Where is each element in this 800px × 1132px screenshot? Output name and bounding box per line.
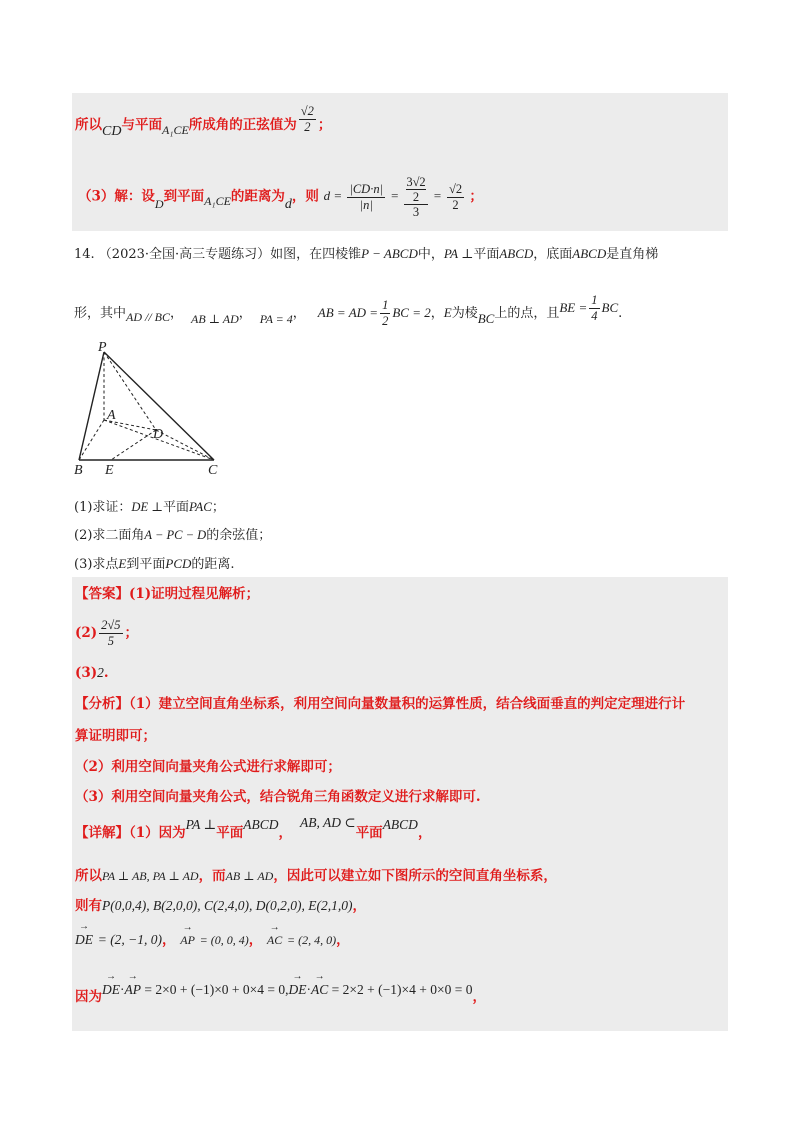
- label-c: C: [208, 463, 218, 478]
- math: AD // BC: [126, 310, 171, 324]
- math: AB ⊥ AD: [191, 312, 239, 326]
- text: 形，其中: [74, 306, 127, 321]
- question-3: [74, 557, 235, 571]
- text: .: [103, 665, 109, 681]
- math-plane: A₁CE: [161, 123, 189, 137]
- math: PA ⊥ AB, PA ⊥ AD: [102, 869, 199, 883]
- text: ，: [336, 932, 350, 948]
- text: ，则: [291, 188, 319, 205]
- analysis-2: [75, 730, 156, 744]
- pyramid-figure: [74, 340, 234, 480]
- text: ，而: [198, 868, 226, 884]
- analysis-1: [75, 698, 685, 712]
- math: E: [118, 556, 127, 571]
- text: 与平面: [121, 117, 162, 133]
- text: （2）利用空间向量夹角公式进行求解即可；: [75, 759, 341, 775]
- answer-3: [75, 666, 109, 681]
- vector-de: → DE: [75, 933, 93, 947]
- vector-ap: → AP: [180, 934, 195, 946]
- text: (1)求证：: [74, 500, 132, 515]
- edge-ab: [79, 420, 104, 460]
- math: ABCD: [382, 817, 418, 832]
- text: ，因此可以建立如下图所示的空间直角坐标系，: [273, 868, 557, 884]
- detail-1: [75, 815, 432, 841]
- math: ABCD: [499, 246, 534, 261]
- text: 所以: [75, 868, 102, 884]
- vector-ac: → AC: [311, 983, 328, 997]
- denominator: 4: [591, 309, 598, 323]
- inner-denominator: 2: [406, 189, 425, 204]
- math: BC = 2: [392, 305, 431, 320]
- text: ；: [317, 117, 332, 133]
- edge-dc: [156, 430, 214, 460]
- math: A − PC − D: [144, 528, 207, 542]
- text: 算证明即可；: [75, 728, 156, 744]
- text: 到平面: [126, 557, 166, 572]
- text: 平面: [355, 825, 383, 841]
- math-d-point: D: [154, 197, 164, 212]
- math-plane: A₁CE: [204, 194, 231, 209]
- vector-ap: → AP: [125, 983, 142, 997]
- math: P − ABCD: [361, 246, 418, 261]
- text: 平面: [216, 825, 244, 841]
- text: ；: [124, 625, 139, 641]
- edge-pb: [79, 352, 104, 460]
- text: ，: [352, 898, 366, 914]
- text: (2): [75, 625, 98, 641]
- text: 平面: [473, 247, 500, 262]
- text: 的距离为: [230, 188, 285, 205]
- math: DE ⊥: [131, 500, 163, 514]
- numerator: 1: [382, 298, 389, 312]
- text: .: [618, 306, 623, 321]
- math: P(0,0,4), B(2,0,0), C(2,4,0), D(0,2,0), E(2,1,0): [102, 898, 353, 913]
- vector-de: → DE: [102, 983, 120, 997]
- denominator: |n|: [359, 198, 373, 212]
- text: ，底面: [533, 247, 573, 262]
- numerator: √2: [448, 182, 463, 196]
- denominator: 2: [452, 198, 459, 212]
- text: ，: [238, 306, 252, 321]
- fraction: [589, 293, 599, 324]
- text: 所成角的正弦值为: [188, 117, 297, 133]
- denominator: 2: [304, 120, 311, 134]
- dot: ·: [120, 982, 125, 997]
- analysis-4: [75, 791, 481, 805]
- analysis-3: [75, 761, 341, 775]
- math: = 2×2 + (−1)×4 + 0×0 = 0: [331, 982, 473, 997]
- text: 【详解】（1）因为: [75, 825, 186, 841]
- problem-line-2: [74, 293, 623, 329]
- problem-line-1: [74, 247, 658, 261]
- label-e: E: [105, 463, 114, 478]
- equals: =: [390, 188, 400, 204]
- text: ；: [469, 188, 483, 205]
- numerator: √2: [300, 104, 314, 118]
- text: ，: [162, 932, 176, 948]
- text: ，: [170, 306, 184, 321]
- numerator: |CD·n|: [349, 182, 384, 196]
- label-p: P: [98, 340, 107, 355]
- label-d: D: [153, 427, 164, 442]
- math: = 2×0 + (−1)×0 + 0×4 = 0,: [144, 982, 289, 997]
- question-1: [74, 500, 225, 514]
- text: (3)求点: [74, 557, 119, 572]
- math: ABCD: [243, 817, 279, 832]
- answer-2: [75, 618, 138, 649]
- compound-fraction: [404, 175, 427, 220]
- text: (2)求二面角: [74, 528, 145, 543]
- text: 所以: [75, 117, 102, 133]
- math: PAC: [188, 499, 212, 514]
- numerator: 2√5: [101, 618, 121, 632]
- math: AB, AD ⊂: [300, 815, 356, 830]
- answer-1: [75, 588, 259, 602]
- math: AB ⊥ AD: [225, 869, 274, 883]
- text: ，: [248, 932, 263, 948]
- text: 因为: [75, 989, 102, 1005]
- dot: ·: [306, 982, 312, 997]
- block1-line2: [78, 175, 483, 220]
- text: ，: [417, 825, 432, 841]
- text: 中，: [417, 247, 444, 262]
- detail-2: [75, 870, 557, 884]
- math: = (2, −1, 0): [97, 932, 163, 947]
- text: 【分析】（1）建立空间直角坐标系，利用空间向量数量积的运算性质，结合线面垂直的判定定理进行计: [75, 696, 686, 712]
- text: ；: [211, 500, 225, 515]
- label-a: A: [107, 408, 116, 423]
- distance-formula: [323, 175, 470, 219]
- math: BE =: [559, 300, 588, 315]
- dot-products: [102, 982, 472, 997]
- question-2: [74, 529, 271, 542]
- label-b: B: [74, 463, 83, 478]
- text: 为棱: [451, 306, 478, 321]
- vector-ac: → AC: [267, 934, 282, 946]
- text: ，: [472, 989, 486, 1005]
- math: PA ⊥: [443, 246, 474, 261]
- abs-fraction: [347, 182, 385, 213]
- math: E: [443, 305, 452, 320]
- block1-line1: [75, 104, 332, 141]
- text: 到平面: [163, 188, 205, 205]
- text: ，: [292, 306, 306, 321]
- numerator: [404, 175, 427, 205]
- math: PA ⊥: [185, 817, 217, 832]
- math: 2: [97, 665, 104, 680]
- denominator: 5: [107, 634, 114, 648]
- text: (3): [75, 665, 98, 681]
- math-d: d: [284, 197, 292, 213]
- fraction: [99, 618, 122, 649]
- math: = (0, 0, 4): [199, 933, 249, 947]
- result-fraction: [447, 182, 464, 213]
- text: 上的点，且: [494, 306, 560, 321]
- text: 则有: [75, 898, 102, 914]
- math-cd: CD: [102, 124, 122, 139]
- text: 14. （2023·全国·高三专题练习）如图，在四棱锥: [74, 247, 362, 262]
- detail-4: [75, 933, 350, 948]
- text: （3）解：设: [78, 188, 155, 205]
- text: 是直角梯: [606, 247, 659, 262]
- edge-pc: [104, 352, 214, 460]
- inner-numerator: 3√2: [406, 175, 426, 189]
- edge-de: [111, 430, 156, 460]
- lhs: d =: [323, 188, 343, 204]
- fraction: [299, 104, 316, 135]
- text: 平面: [162, 500, 189, 515]
- math: PA = 4: [259, 312, 293, 326]
- math: PCD: [165, 556, 192, 571]
- text: 的距离.: [191, 557, 235, 572]
- detail-5: [75, 982, 486, 1005]
- text: （3）利用空间向量夹角公式，结合锐角三角函数定义进行求解即可.: [75, 789, 481, 805]
- math: AB = AD =: [317, 305, 379, 320]
- fraction: [380, 298, 390, 329]
- equals: =: [432, 188, 442, 204]
- math: BC: [601, 300, 619, 315]
- text: ，: [430, 306, 444, 321]
- math: BC: [477, 311, 495, 326]
- math: ABCD: [572, 246, 607, 261]
- math: = (2, 4, 0): [286, 933, 337, 947]
- text: 的余弦值；: [206, 528, 272, 543]
- denominator: 2: [382, 314, 389, 328]
- denominator: 3: [412, 205, 420, 219]
- text: ，: [278, 825, 292, 841]
- numerator: 1: [591, 293, 598, 307]
- vector-de: → DE: [289, 983, 307, 997]
- text: 【答案】(1)证明过程见解析；: [75, 586, 260, 602]
- detail-3: [75, 899, 366, 914]
